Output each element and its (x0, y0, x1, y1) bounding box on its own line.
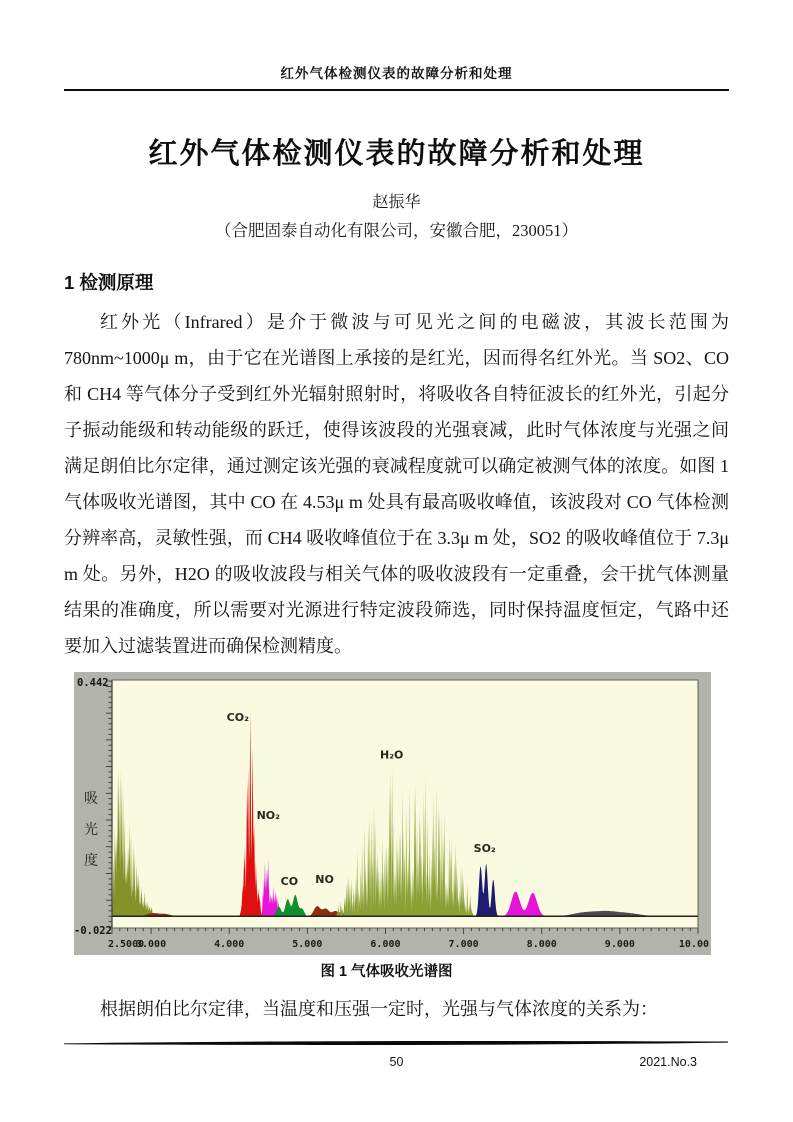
running-head: 红外气体检测仪表的故障分析和处理 (280, 66, 513, 81)
svg-text:CO: CO (280, 875, 299, 889)
issue-label: 2021.No.3 (639, 1055, 697, 1069)
author-affiliation: （合肥固泰自动化有限公司，安徽合肥，230051） (215, 221, 578, 240)
svg-text:2.5000: 2.5000 (108, 939, 145, 950)
svg-text:光: 光 (84, 823, 98, 838)
svg-text:0.442: 0.442 (77, 677, 109, 689)
footer-row (64, 1055, 729, 1073)
paragraph-detection-principle: 红外光（Infrared）是介于微波与可见光之间的电磁波，其波长范围为 780nm~1000μ m，由于它在光谱图上承接的是红光，因而得名红外光。当 SO2、CO 和 CH4 等气体分子受到红外光辐射照射时，将吸收各自特征波长的红外光，引起分子振动能级和转动能级的跃迁，使得该波段的光强衰减，此时气体浓度与光强之间满足朗伯比尔定律，通过测定该光强的衰减程度就可以确定被测气体的浓度。如图 1 气体吸收光谱图，其中 CO 在 4.53μ m 处具有最高吸收峰值，该波段对 CO 气体检测分辨率高，灵敏性强，而 CH4 吸收峰值位于在 3.3μ m 处，SO2 的吸收峰值位于 7.3μ m 处。另外，H2O 的吸收波段与相关气体的吸收波段有一定重叠，会干扰气体测量结果的准确度，所以需要对光源进行特定波段筛选，同时保持温度恒定，气路中还要加入过滤装置进而确保检测精度。 (64, 312, 729, 656)
page-header (64, 0, 729, 91)
svg-text:7.000: 7.000 (448, 939, 479, 950)
svg-text:5.000: 5.000 (292, 939, 323, 950)
figure-absorption-spectrum (74, 672, 711, 955)
svg-text:H₂O: H₂O (380, 748, 404, 762)
section-heading-detection-principle: 1 检测原理 (64, 272, 154, 293)
svg-text:10.00: 10.00 (678, 939, 709, 950)
page-title: 红外气体检测仪表的故障分析和处理 (148, 138, 645, 170)
figure-caption: 图 1 气体吸收光谱图 (320, 964, 453, 980)
svg-text:SO₂: SO₂ (473, 842, 496, 856)
svg-text:-0.022: -0.022 (74, 925, 112, 937)
page-footer (64, 1034, 729, 1073)
svg-text:吸: 吸 (84, 792, 98, 807)
header-rule (64, 89, 729, 91)
svg-text:9.000: 9.000 (604, 939, 635, 950)
spectrum-chart (74, 672, 711, 955)
svg-text:CO₂: CO₂ (226, 711, 249, 725)
svg-text:8.000: 8.000 (526, 939, 557, 950)
svg-text:3.000: 3.000 (136, 939, 167, 950)
author-name: 赵振华 (372, 194, 421, 211)
svg-text:4.000: 4.000 (214, 939, 245, 950)
footer-tapered-rule (64, 1040, 729, 1047)
paragraph-lambert-beer: 根据朗伯比尔定律，当温度和压强一定时，光强与气体浓度的关系为： (100, 999, 658, 1019)
svg-text:NO₂: NO₂ (256, 808, 280, 822)
svg-text:6.000: 6.000 (370, 939, 401, 950)
svg-text:NO: NO (315, 873, 334, 887)
svg-text:度: 度 (84, 854, 98, 869)
page-number: 50 (389, 1055, 404, 1069)
